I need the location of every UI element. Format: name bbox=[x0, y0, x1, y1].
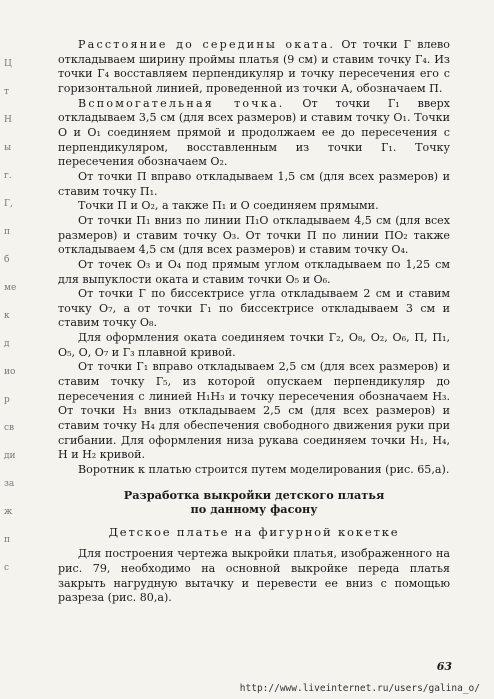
paragraph-lead: Расстояние до середины оката. bbox=[78, 38, 336, 51]
margin-mark: р bbox=[4, 395, 10, 405]
margin-mark: к bbox=[4, 311, 10, 321]
subsection-heading: Детское платье на фигурной кокетке bbox=[108, 524, 400, 539]
section-heading-line: по данному фасону bbox=[190, 502, 318, 517]
paragraph: От точки П вправо откладываем 1,5 см (для всех размеров) и ставим точку П₁. bbox=[58, 169, 450, 198]
margin-mark: за bbox=[4, 479, 15, 489]
margin-mark: ж bbox=[4, 507, 13, 517]
page-number: 63 bbox=[436, 660, 452, 673]
margin-mark: Н bbox=[4, 115, 12, 125]
page-body bbox=[58, 38, 450, 606]
paragraph: От точки Г₁ вправо откладываем 2,5 см (для всех размеров) и ставим точку Г₅, из которой опускаем перпендикуляр до пересечения с линией Н₁Н₃ и точку пересечения обозначаем Н₃. От точки Н₃ вниз откладываем 2,5 см (для всех размеров) и ставим точку Н₄ для обеспечения свободного движения руки при сгибании. Для оформления низа рукава соединяем точки Н₁, Н₄, Н и Н₂ кривой. bbox=[58, 360, 450, 462]
margin-mark: б bbox=[4, 255, 10, 265]
paragraph: Воротник к платью строится путем моделирования (рис. 65,а). bbox=[78, 463, 450, 477]
margin-mark: Г, bbox=[4, 199, 13, 209]
margin-mark: Ц bbox=[4, 59, 12, 69]
paragraph-auxiliary-point bbox=[58, 97, 450, 170]
margin-mark: св bbox=[4, 423, 15, 433]
margin-mark: ио bbox=[4, 367, 16, 377]
paragraph-sleeve-cap-distance bbox=[58, 38, 450, 97]
paragraph: Для оформления оката соединяем точки Г₂, О₈, О₂, О₆, П, П₁, О₅, О, О₇ и Г₃ плавной кривой. bbox=[58, 331, 450, 359]
margin-mark: п bbox=[4, 227, 10, 237]
paragraph: Для построения чертежа выкройки платья, изображенного на рис. 79, необходимо на основной выкройке переда платья закрыть нагрудную вытачку и перевести ее вниз с помощью разреза (рис. 80,а). bbox=[58, 547, 450, 605]
paragraph: От точки П₁ вниз по линии П₁О откладываем 4,5 см (для всех размеров) и ставим точку О₃. От точки П по линии ПО₂ также откладываем 4,5 см (для всех размеров) и ставим точку О₄. bbox=[58, 213, 450, 257]
footer-url: http://www.liveinternet.ru/users/galina_o/ bbox=[239, 683, 480, 694]
margin-mark: ди bbox=[4, 451, 16, 461]
section-heading bbox=[58, 488, 450, 517]
margin-mark: ме bbox=[4, 283, 17, 293]
paragraph: От точек О₃ и О₄ под прямым углом откладываем по 1,25 см для выпуклости оката и ставим точки О₅ и О₆. bbox=[58, 257, 450, 286]
paragraph: От точки Г по биссектрисе угла откладываем 2 см и ставим точку О₇, а от точки Г₁ по биссектрисе откладываем 3 см и ставим точку О₈. bbox=[58, 287, 450, 330]
margin-marks bbox=[4, 60, 26, 620]
paragraph: Точки П и О₂, а также П₁ и О соединяем прямыми. bbox=[78, 199, 379, 213]
paragraph-lead: Вспомогательная точка. bbox=[78, 96, 285, 110]
margin-mark: с bbox=[4, 563, 10, 573]
margin-mark: т bbox=[4, 87, 9, 97]
section-heading-line: Разработка выкройки детского платья bbox=[123, 487, 385, 502]
margin-mark: г. bbox=[4, 171, 12, 181]
margin-mark: ы bbox=[4, 143, 12, 153]
paragraph-text: От точки Г₁ вверх откладываем 3,5 см (для всех размеров) и ставим точку О₁. Точки О и О₁ соединяем прямой и продолжаем ее до пересечения с перпендикуляром, восставленным из точки Г₁. Точку пересечения обозначаем О₂. bbox=[58, 96, 450, 169]
margin-mark: д bbox=[4, 339, 10, 349]
margin-mark: п bbox=[4, 535, 10, 545]
paragraph-text: От точки Г влево откладываем ширину проймы платья (9 см) и ставим точку Г₄. Из точки Г₄ восставляем перпендикуляр и точку пересечения его с горизонтальной линией, проведенной из точки А, обозначаем П. bbox=[58, 38, 450, 95]
